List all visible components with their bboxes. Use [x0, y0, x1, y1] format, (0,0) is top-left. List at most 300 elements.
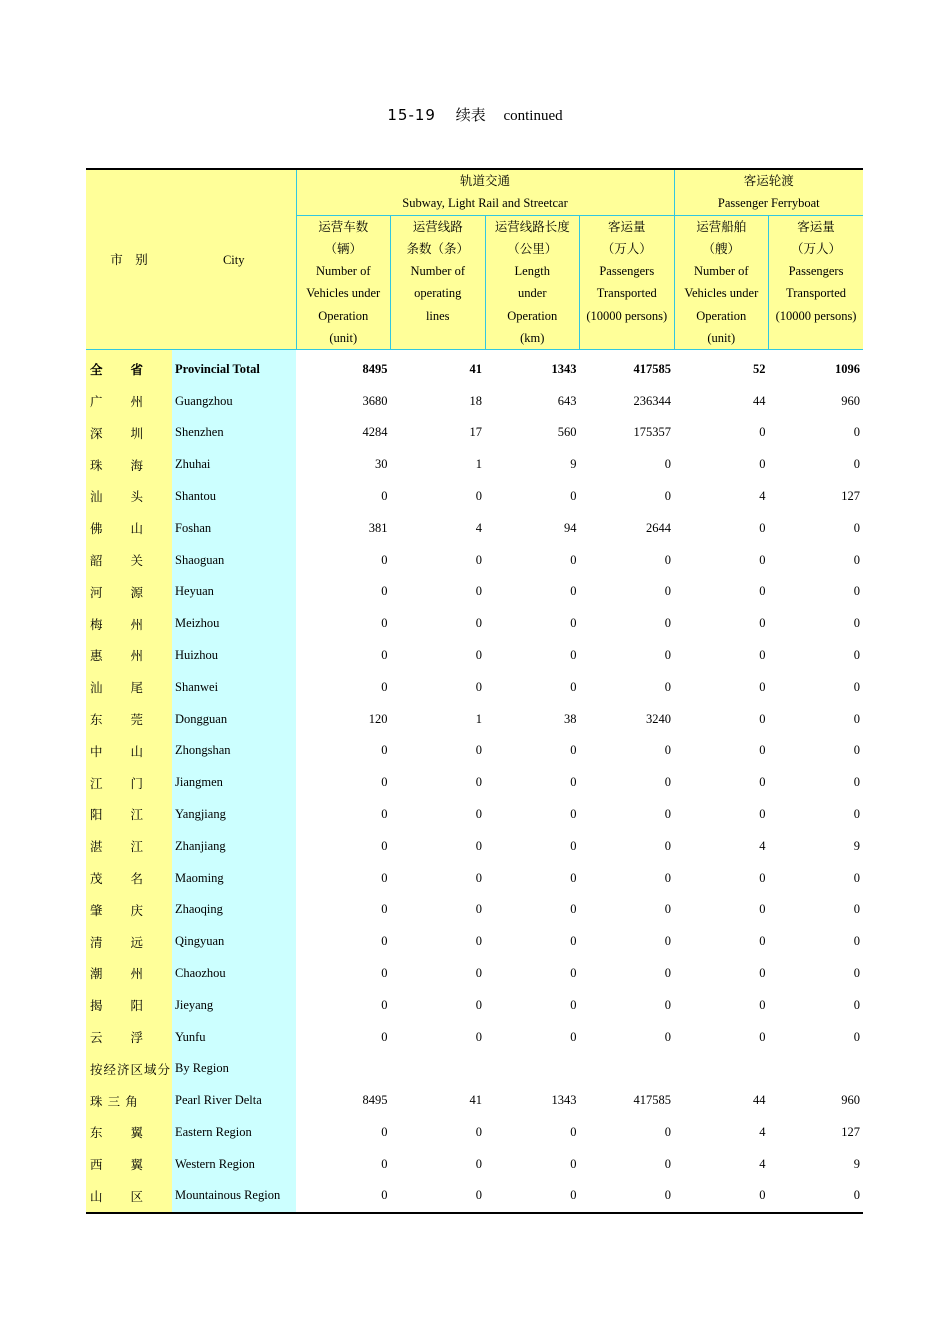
row-label-cn: 汕 头: [86, 481, 172, 513]
table-row: [86, 449, 863, 481]
table-cell: 0: [664, 647, 672, 662]
table-cell: 127: [841, 488, 861, 503]
table-cell: 17: [469, 425, 482, 440]
table-cell: 0: [381, 902, 388, 917]
row-label-cn: 佛 山: [86, 512, 172, 544]
table-cell: 3680: [362, 393, 388, 408]
column-header-line: (km): [520, 331, 545, 346]
table-cell: 0: [759, 743, 766, 758]
table-cell: 0: [475, 965, 482, 980]
column-header-line: 客运量: [608, 219, 646, 234]
row-label-en: Jieyang: [172, 989, 296, 1021]
table-cell: 0: [664, 838, 672, 853]
row-label-en: Chaozhou: [172, 958, 296, 990]
table-row: [86, 576, 863, 608]
table-cell: 0: [853, 520, 861, 535]
row-label-cn: 深 圳: [86, 417, 172, 449]
column-header: [485, 215, 580, 350]
table-cell: 0: [475, 552, 482, 567]
table-cell: 0: [759, 1029, 766, 1044]
row-label-cn: 茂 名: [86, 862, 172, 894]
group-header-subway-cn: 轨道交通: [460, 174, 511, 188]
column-header: [296, 215, 391, 350]
table-cell: 0: [664, 1156, 672, 1171]
table-cell: 0: [674, 1180, 769, 1213]
table-cell: 8495: [362, 1093, 388, 1108]
table-cell: 0: [570, 743, 577, 758]
table-cell: 44: [753, 393, 766, 408]
column-header-line: （辆）: [324, 241, 362, 256]
table-cell: 1343: [551, 1093, 577, 1108]
table-cell: 41: [469, 361, 482, 376]
column-header-line: operating: [414, 286, 462, 301]
table-cell: 0: [381, 997, 388, 1012]
table-cell: 0: [853, 679, 861, 694]
row-label-cn: 珠 三 角: [86, 1085, 172, 1117]
table-cell: 30: [375, 457, 388, 472]
row-label-cn: 按经济区域分: [86, 1053, 172, 1085]
column-header-line: Operation: [507, 308, 558, 323]
column-header-line: Vehicles under: [684, 286, 759, 301]
column-header-line: Length: [514, 264, 550, 279]
table-cell: 0: [759, 902, 766, 917]
table-cell: 0: [381, 775, 388, 790]
table-cell: 960: [841, 393, 861, 408]
table-cell: 0: [570, 775, 577, 790]
table-cell: 94: [564, 520, 577, 535]
table-cell: 0: [853, 552, 861, 567]
row-label-en: Shanwei: [172, 671, 296, 703]
table-cell: 0: [759, 870, 766, 885]
row-label-en: By Region: [172, 1053, 296, 1085]
table-cell: 0: [759, 711, 766, 726]
title-en: continued: [503, 108, 563, 124]
table-cell: 4: [759, 488, 766, 503]
table-cell: 0: [664, 997, 672, 1012]
row-label-cn: 全 省: [86, 353, 172, 385]
table-cell: 0: [381, 806, 388, 821]
row-label-en: Dongguan: [172, 703, 296, 735]
group-header-subway: [296, 169, 674, 215]
row-label-cn: 江 门: [86, 767, 172, 799]
column-header-line: 运营车数: [318, 219, 369, 234]
table-cell: 0: [381, 1156, 388, 1171]
table-cell: 0: [570, 838, 577, 853]
table-cell: 960: [841, 1093, 861, 1108]
table-cell: 0: [570, 1124, 577, 1139]
table-cell: 0: [664, 870, 672, 885]
table-body: [86, 350, 863, 1213]
table-cell: 0: [853, 965, 861, 980]
table-cell: 0: [664, 1029, 672, 1044]
table-number: 15-19: [387, 106, 436, 124]
table-cell: 0: [475, 679, 482, 694]
column-header-line: Operation: [318, 308, 369, 323]
row-label-cn: 东 莞: [86, 703, 172, 735]
table-cell: 0: [853, 934, 861, 949]
table-cell: 4: [759, 1156, 766, 1171]
table-cell: 9: [570, 457, 577, 472]
row-label-en: Huizhou: [172, 640, 296, 672]
table-cell: 0: [485, 1180, 580, 1213]
table-cell: 0: [475, 806, 482, 821]
table-cell: 0: [381, 838, 388, 853]
table-cell: 0: [664, 1124, 672, 1139]
row-label-en: Pearl River Delta: [172, 1085, 296, 1117]
title-cn: 续表: [455, 108, 486, 124]
table-cell: 0: [381, 743, 388, 758]
column-header: [580, 215, 675, 350]
table-cell: 0: [664, 806, 672, 821]
row-label-en: Provincial Total: [172, 353, 296, 385]
table-cell: 0: [381, 647, 388, 662]
table-cell: 0: [475, 997, 482, 1012]
row-label-cn: 肇 庆: [86, 894, 172, 926]
table-title: [0, 104, 950, 125]
column-header-line: （万人）: [791, 241, 842, 256]
table-cell: 0: [853, 616, 861, 631]
row-label-en: Zhongshan: [172, 735, 296, 767]
table-row: [86, 385, 863, 417]
table-cell: 0: [381, 1029, 388, 1044]
column-header-line: (unit): [329, 331, 358, 346]
table-cell: 1: [475, 457, 482, 472]
table-cell: 0: [759, 616, 766, 631]
table-cell: 0: [570, 1156, 577, 1171]
table-cell: 0: [381, 679, 388, 694]
table-row: [86, 958, 863, 990]
table-cell: 9: [853, 838, 861, 853]
table-cell: 4: [475, 520, 482, 535]
row-label-cn: 广 州: [86, 385, 172, 417]
table-cell: 44: [753, 1093, 766, 1108]
table-cell: 0: [759, 552, 766, 567]
table-cell: 127: [841, 1124, 861, 1139]
table-cell: 0: [853, 997, 861, 1012]
table-row: [86, 1117, 863, 1149]
table-cell: [580, 1053, 675, 1085]
column-header-line: 条数（条）: [406, 241, 469, 256]
table-cell: 0: [759, 584, 766, 599]
table-row: [86, 862, 863, 894]
row-label-cn: 揭 阳: [86, 989, 172, 1021]
row-label-cn: 惠 州: [86, 640, 172, 672]
column-header-line: [391, 327, 485, 349]
column-header-line: Operation: [696, 308, 747, 323]
table-cell: 0: [664, 552, 672, 567]
row-label-en: Qingyuan: [172, 926, 296, 958]
table-cell: 0: [580, 1180, 675, 1213]
table-cell: 643: [557, 393, 577, 408]
table-cell: 381: [368, 520, 388, 535]
table-cell: [674, 1053, 769, 1085]
table-cell: 0: [475, 488, 482, 503]
table-cell: 0: [570, 806, 577, 821]
table-cell: 4: [759, 1124, 766, 1139]
table-cell: 0: [475, 1124, 482, 1139]
table-cell: 0: [664, 457, 672, 472]
column-header-line: (unit): [707, 331, 736, 346]
group-header-ferry-cn: 客运轮渡: [743, 174, 794, 188]
column-header-line: 运营线路: [412, 219, 463, 234]
table-cell: 0: [759, 679, 766, 694]
table-cell: 0: [570, 997, 577, 1012]
row-label-cn: 韶 关: [86, 544, 172, 576]
table-cell: 41: [469, 1093, 482, 1108]
table-cell: 0: [853, 711, 861, 726]
row-label-en: Shenzhen: [172, 417, 296, 449]
row-label-en: Western Region: [172, 1148, 296, 1180]
row-label-en: Maoming: [172, 862, 296, 894]
row-label-en: Heyuan: [172, 576, 296, 608]
table-cell: 0: [759, 775, 766, 790]
table-cell: 0: [853, 902, 861, 917]
row-label-en: Guangzhou: [172, 385, 296, 417]
table-cell: 0: [759, 425, 766, 440]
table-row: [86, 830, 863, 862]
table-row: [86, 481, 863, 513]
table-row: [86, 799, 863, 831]
column-header-line: Vehicles under: [306, 286, 381, 301]
row-label-en: Shaoguan: [172, 544, 296, 576]
row-label-cn: 汕 尾: [86, 671, 172, 703]
table-cell: 0: [664, 584, 672, 599]
table-row: [86, 989, 863, 1021]
row-label-cn: 河 源: [86, 576, 172, 608]
row-label-cn: 潮 州: [86, 958, 172, 990]
table-cell: 0: [853, 584, 861, 599]
table-cell: 0: [759, 965, 766, 980]
table-cell: 0: [759, 934, 766, 949]
table-cell: [769, 1053, 864, 1085]
column-header-line: Transported: [596, 286, 657, 301]
table-cell: 0: [475, 743, 482, 758]
group-header-ferry-en: Passenger Ferryboat: [717, 196, 820, 211]
table-cell: 0: [296, 1180, 391, 1213]
column-header-line: Passengers: [599, 264, 655, 279]
table-cell: 0: [570, 679, 577, 694]
table-cell: 0: [853, 457, 861, 472]
column-header-line: （公里）: [507, 241, 558, 256]
row-label-cn: 湛 江: [86, 830, 172, 862]
table-row: [86, 512, 863, 544]
table-row: [86, 1053, 863, 1085]
row-label-en: Foshan: [172, 512, 296, 544]
table-cell: 0: [664, 965, 672, 980]
column-header-line: 客运量: [797, 219, 835, 234]
table-cell: 417585: [633, 1093, 672, 1108]
table-row: [86, 353, 863, 385]
row-label-en: Mountainous Region: [172, 1180, 296, 1213]
table-cell: 3240: [646, 711, 672, 726]
row-label-cn: 云 浮: [86, 1021, 172, 1053]
row-label-en: Eastern Region: [172, 1117, 296, 1149]
table-cell: 0: [664, 775, 672, 790]
table-cell: 0: [381, 870, 388, 885]
row-label-en: Shantou: [172, 481, 296, 513]
column-header-line: [580, 327, 674, 349]
column-header-line: （艘）: [702, 241, 741, 256]
table-cell: 1096: [835, 361, 861, 376]
table-cell: 0: [664, 902, 672, 917]
row-label-cn: 东 翼: [86, 1117, 172, 1149]
column-header-line: （万人）: [601, 241, 652, 256]
table-cell: 0: [391, 1180, 486, 1213]
table-cell: 0: [759, 647, 766, 662]
table-cell: 0: [853, 743, 861, 758]
table-cell: 0: [381, 965, 388, 980]
table-cell: 8495: [362, 361, 388, 376]
table-cell: 0: [475, 1156, 482, 1171]
table-cell: 52: [753, 361, 766, 376]
row-label-en: Jiangmen: [172, 767, 296, 799]
table-cell: 0: [570, 934, 577, 949]
row-label-cn: 阳 江: [86, 799, 172, 831]
row-label-en: Zhaoqing: [172, 894, 296, 926]
column-header-line: (10000 persons): [586, 308, 668, 323]
table-cell: 0: [381, 552, 388, 567]
row-label-en: Yangjiang: [172, 799, 296, 831]
column-header: [391, 215, 486, 350]
table-cell: 0: [853, 647, 861, 662]
table-cell: 0: [570, 552, 577, 567]
table-row: [86, 608, 863, 640]
table-row: [86, 1180, 863, 1213]
column-header-line: 运营船舶: [696, 219, 747, 234]
row-label-cn: 山 区: [86, 1180, 172, 1213]
table-cell: 0: [570, 616, 577, 631]
table-cell: [485, 1053, 580, 1085]
table-cell: 0: [381, 1124, 388, 1139]
table-cell: 0: [475, 1029, 482, 1044]
table-row: [86, 544, 863, 576]
table-cell: 0: [664, 616, 672, 631]
stub-header-en: City: [172, 169, 296, 350]
table-cell: 417585: [633, 361, 672, 376]
table-cell: 18: [469, 393, 482, 408]
table-cell: 1: [475, 711, 482, 726]
table-cell: 0: [570, 902, 577, 917]
group-header-subway-en: Subway, Light Rail and Streetcar: [402, 196, 568, 211]
column-header-line: [769, 327, 863, 349]
table-cell: 2644: [646, 520, 672, 535]
table-row: [86, 417, 863, 449]
table-row: [86, 894, 863, 926]
column-header-line: (10000 persons): [775, 308, 857, 323]
table-cell: 0: [853, 425, 861, 440]
table-cell: 1343: [551, 361, 577, 376]
column-header-line: Number of: [410, 264, 465, 279]
table-cell: 0: [475, 647, 482, 662]
column-header-line: under: [518, 286, 547, 301]
table-cell: 0: [381, 934, 388, 949]
table-row: [86, 767, 863, 799]
table-cell: 0: [381, 584, 388, 599]
table-row: [86, 735, 863, 767]
table-cell: 560: [557, 425, 577, 440]
row-label-cn: 梅 州: [86, 608, 172, 640]
table-cell: 0: [475, 902, 482, 917]
column-header-line: Number of: [316, 264, 371, 279]
table-cell: 0: [664, 679, 672, 694]
table-cell: 0: [570, 870, 577, 885]
table-cell: 9: [853, 1156, 861, 1171]
table-cell: 0: [853, 870, 861, 885]
table-cell: 0: [475, 775, 482, 790]
table-row: [86, 1021, 863, 1053]
group-header-ferry: [674, 169, 863, 215]
table-cell: 175357: [633, 425, 672, 440]
table-cell: 0: [664, 934, 672, 949]
column-header-line: 运营线路长度: [494, 219, 570, 234]
row-label-cn: 中 山: [86, 735, 172, 767]
table-cell: 0: [570, 965, 577, 980]
row-label-cn: 珠 海: [86, 449, 172, 481]
table-cell: 0: [475, 584, 482, 599]
table-cell: 0: [475, 616, 482, 631]
table-row: [86, 1085, 863, 1117]
table-cell: 0: [475, 838, 482, 853]
table-cell: 0: [381, 488, 388, 503]
table-cell: 0: [664, 743, 672, 758]
table-cell: 0: [475, 934, 482, 949]
row-label-en: Yunfu: [172, 1021, 296, 1053]
table-cell: 0: [570, 584, 577, 599]
column-header-line: Transported: [786, 286, 847, 301]
table-cell: 4: [759, 838, 766, 853]
table-cell: [296, 1053, 391, 1085]
row-label-cn: 清 远: [86, 926, 172, 958]
table-row: [86, 1148, 863, 1180]
table-row: [86, 671, 863, 703]
row-label-en: Zhuhai: [172, 449, 296, 481]
table-cell: 0: [570, 647, 577, 662]
table-cell: 38: [564, 711, 577, 726]
table-cell: 0: [769, 1180, 864, 1213]
table-cell: 0: [853, 806, 861, 821]
table-cell: 0: [759, 997, 766, 1012]
stub-header-cn: 市 别: [86, 169, 172, 350]
table-cell: 120: [368, 711, 388, 726]
column-header: [769, 215, 864, 350]
table-header: [86, 169, 863, 350]
row-label-cn: 西 翼: [86, 1148, 172, 1180]
table-cell: [391, 1053, 486, 1085]
table-cell: 0: [570, 488, 577, 503]
table-cell: 0: [381, 616, 388, 631]
row-label-en: Meizhou: [172, 608, 296, 640]
table-cell: 0: [759, 457, 766, 472]
column-header-line: Passengers: [788, 264, 844, 279]
column-header-line: lines: [425, 308, 450, 323]
table-cell: 0: [475, 870, 482, 885]
row-label-en: Zhanjiang: [172, 830, 296, 862]
statistics-table: [86, 168, 863, 1214]
table-cell: 0: [664, 488, 672, 503]
table-cell: 236344: [633, 393, 672, 408]
table-cell: 0: [853, 775, 861, 790]
column-header: [674, 215, 769, 350]
table-cell: 0: [853, 1029, 861, 1044]
column-header-line: Number of: [694, 264, 749, 279]
table-cell: 4284: [362, 425, 388, 440]
table-row: [86, 703, 863, 735]
table-cell: 0: [570, 1029, 577, 1044]
table-cell: 0: [759, 520, 766, 535]
table-row: [86, 926, 863, 958]
table-row: [86, 640, 863, 672]
table-cell: 0: [759, 806, 766, 821]
